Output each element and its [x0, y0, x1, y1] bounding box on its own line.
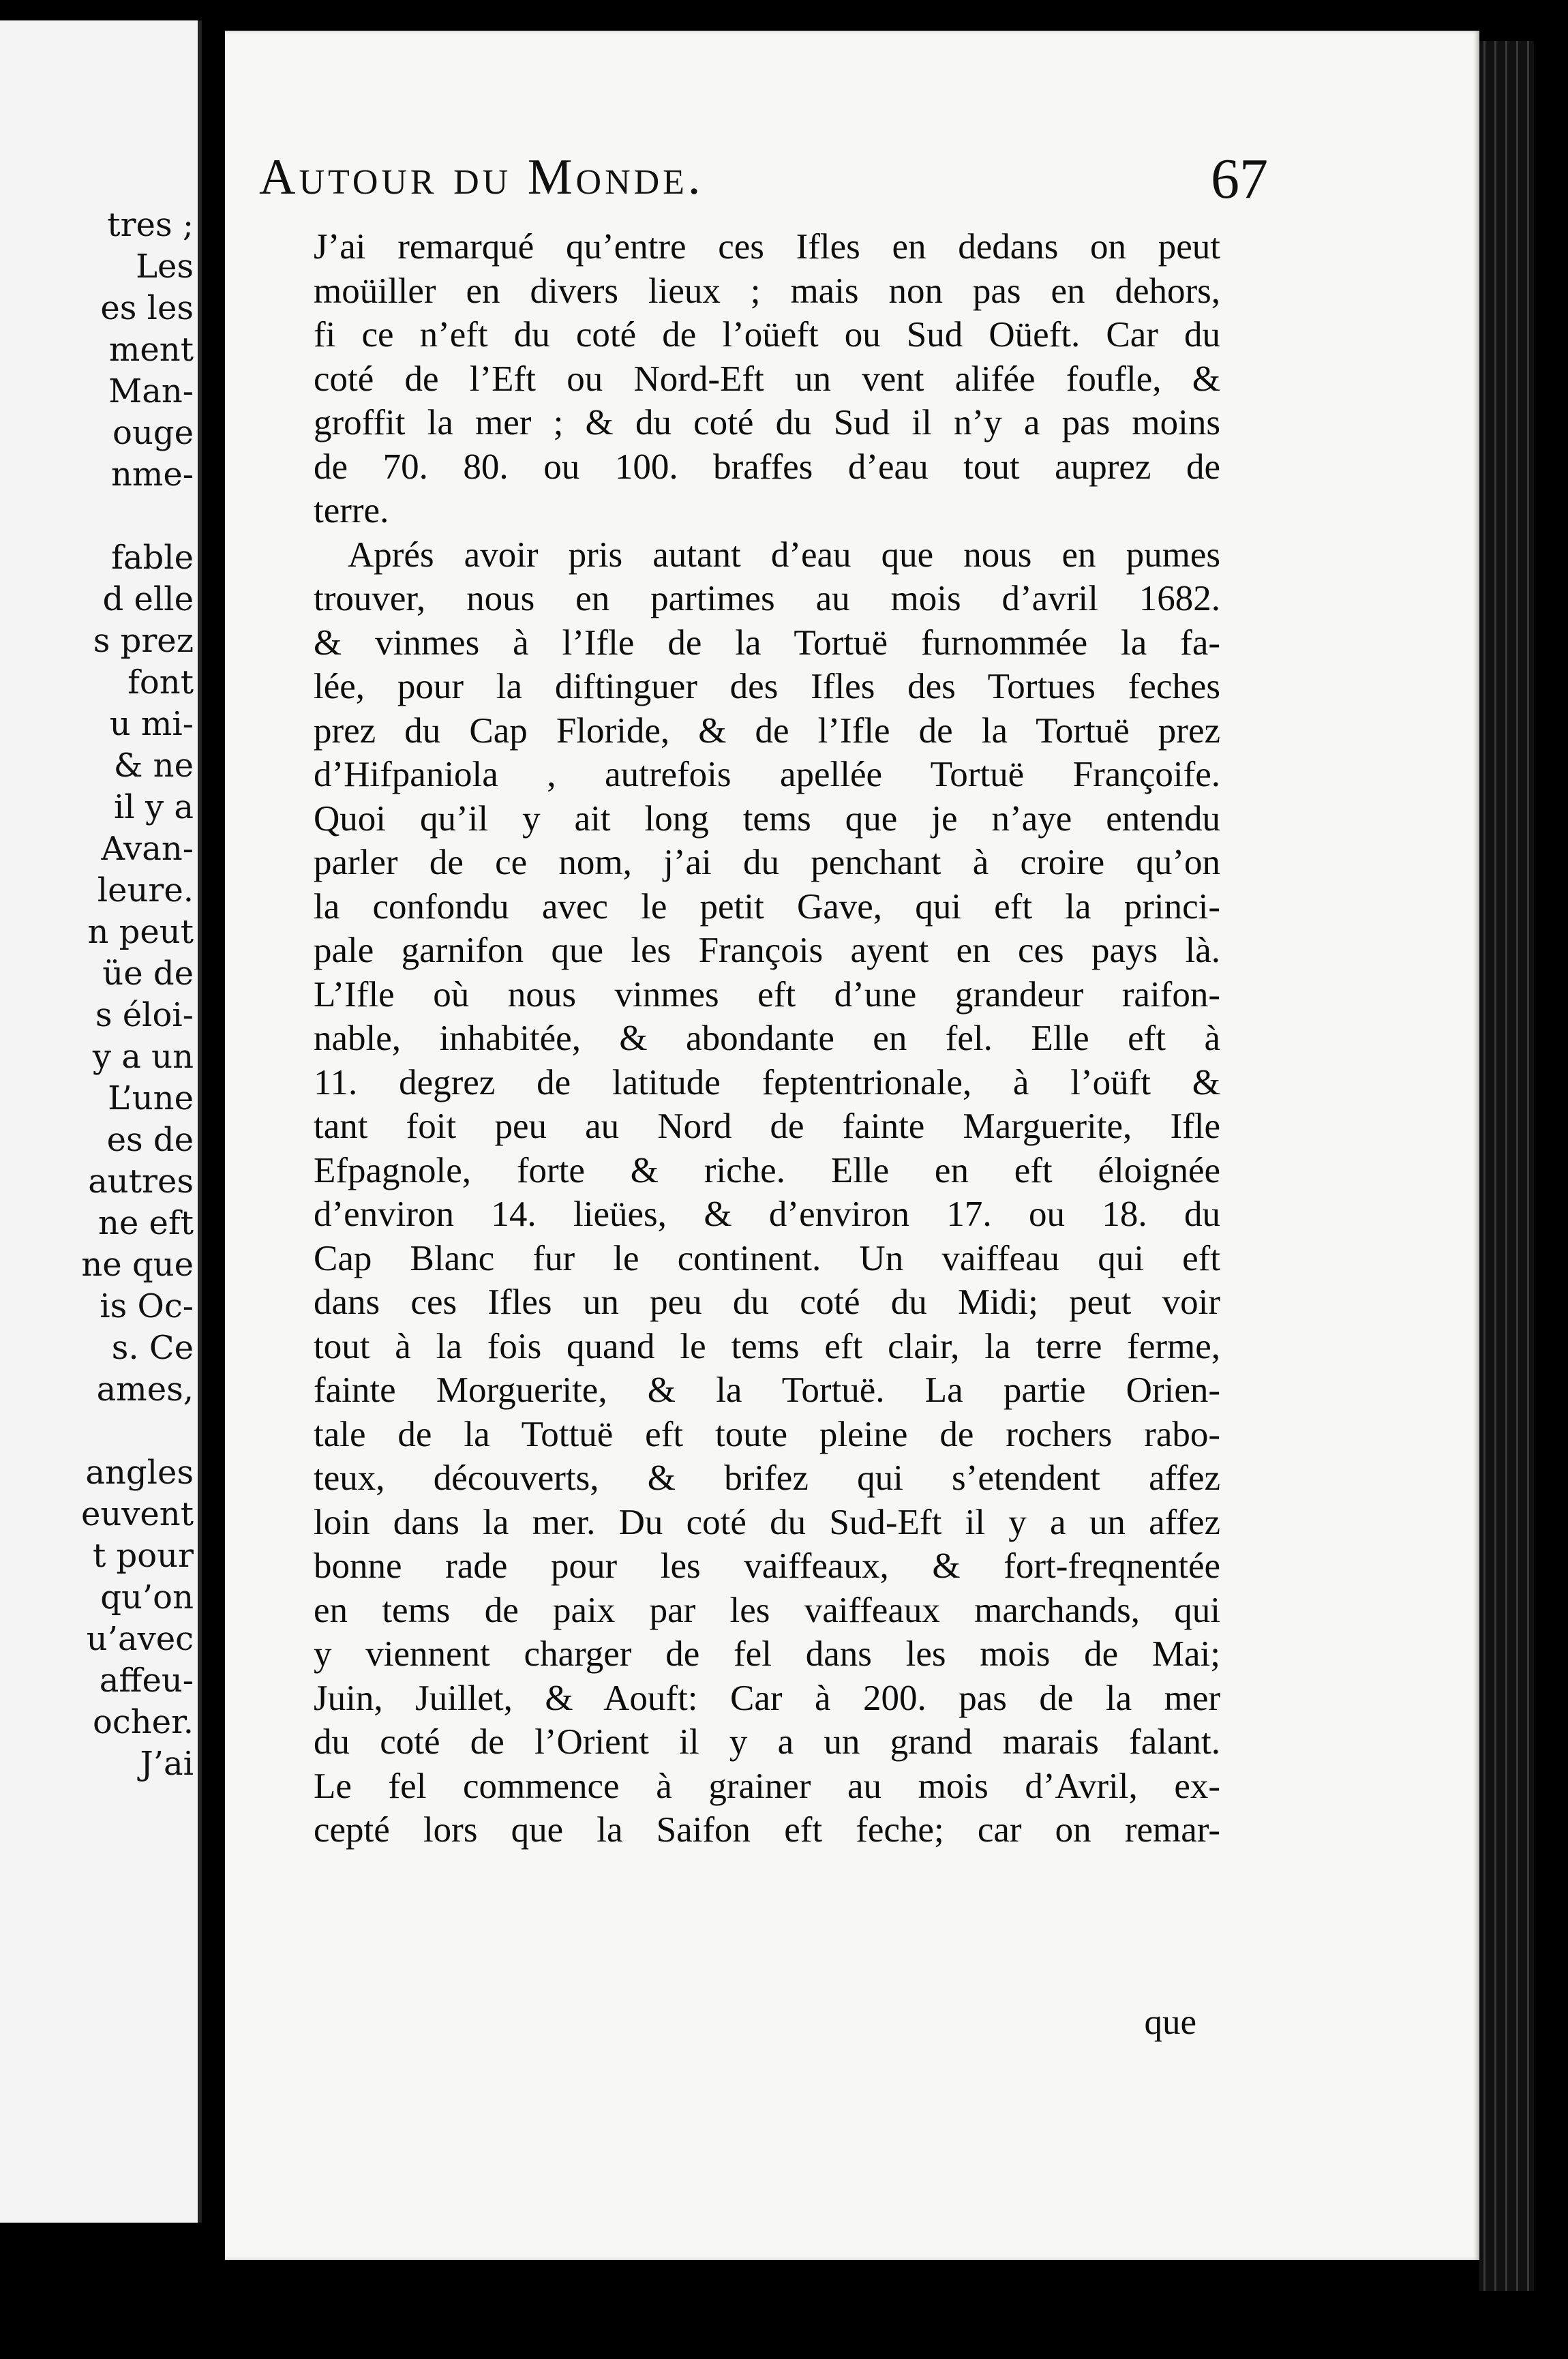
text-line: de 70. 80. ou 100. braffes d’eau tout auprez de: [314, 447, 1220, 487]
text-line: pale garnifon que les François ayent en ces pays là.: [314, 931, 1220, 970]
left-page-line: s prez: [93, 622, 194, 660]
left-page-line: d elle: [102, 580, 194, 618]
text-line: 11. degrez de latitude feptentrionale, à l’oüft &: [314, 1062, 1220, 1102]
text-line: d’Hifpaniola , autrefois apellée Tortuë Françoife.: [314, 755, 1220, 794]
text-line: terre.: [314, 491, 389, 530]
text-line: tale de la Tottuë eft toute pleine de rochers rabo-: [314, 1414, 1220, 1454]
left-page-line: affeu-: [99, 1662, 194, 1700]
left-page-line: euvent: [80, 1495, 194, 1533]
left-page-line: angles: [85, 1454, 194, 1492]
left-page-line: ne eft: [97, 1204, 194, 1242]
page-edges: [1479, 41, 1534, 2291]
left-page-line: & ne: [113, 747, 194, 785]
left-page-line: nme-: [110, 455, 194, 494]
text-line: fi ce n’eft du coté de l’oüeft ou Sud Oüeft. Car du: [314, 315, 1220, 355]
left-page-line: ocher.: [92, 1703, 194, 1741]
facing-page-left: [0, 20, 202, 2223]
text-line: Juin, Juillet, & Aouft: Car à 200. pas de la mer: [314, 1678, 1220, 1718]
catchword: que: [1144, 2002, 1196, 2042]
running-title: Autour du Monde.: [259, 149, 704, 205]
left-page-line: il y a: [114, 788, 194, 826]
left-page-line: y a un: [92, 1038, 194, 1076]
left-page-line: t pour: [92, 1537, 194, 1575]
left-page-line: autres: [88, 1162, 194, 1201]
left-page-line: J’ai: [140, 1745, 194, 1783]
text-line: prez du Cap Floride, & de l’Ifle de la Tortuë prez: [314, 710, 1220, 751]
text-line: parler de ce nom, j’ai du penchant à croire qu’on: [314, 843, 1220, 882]
text-line: coté de l’Eft ou Nord-Eft un vent alifée foufle, &: [314, 359, 1220, 399]
text-line: en tems de paix par les vaiffeaux marchands, qui: [314, 1590, 1220, 1630]
left-page-line: es de: [106, 1121, 194, 1159]
text-line: & vinmes à l’Ifle de la Tortuë furnommée la fa-: [314, 622, 1220, 663]
left-page-line: es les: [100, 289, 194, 327]
left-page-line: fable: [111, 539, 194, 577]
text-line: la confondu avec le petit Gave, qui eft la princi-: [314, 886, 1220, 927]
text-line: nable, inhabitée, & abondante en fel. Elle eft à: [314, 1019, 1220, 1058]
text-line: Le fel commence à grainer au mois d’Avril, ex-: [314, 1766, 1220, 1806]
left-page-line: ames,: [96, 1370, 194, 1409]
left-page-line: u’avec: [86, 1620, 194, 1658]
text-line: loin dans la mer. Du coté du Sud-Eft il y a un affez: [314, 1502, 1220, 1542]
text-line: J’ai remarqué qu’entre ces Ifles en dedans on peut: [314, 227, 1220, 267]
left-page-line: s éloi-: [95, 996, 194, 1034]
body-text: [314, 225, 1220, 1852]
text-line: tant foit peu au Nord de fainte Marguerite, Ifle: [314, 1107, 1220, 1146]
left-page-line: L’une: [108, 1079, 194, 1117]
left-page-line: leure.: [97, 871, 194, 910]
text-line: Aprés avoir pris autant d’eau que nous en pumes: [348, 535, 1220, 575]
left-page-line: n peut: [87, 913, 194, 951]
page-number: 67: [1211, 147, 1268, 211]
text-line: Quoi qu’il y ait long tems que je n’aye entendu: [314, 798, 1220, 839]
left-page-line: is Oc-: [100, 1287, 194, 1325]
text-line: d’environ 14. lieües, & d’environ 17. ou 18. du: [314, 1194, 1220, 1234]
text-line: fainte Morguerite, & la Tortuë. La partie Orien-: [314, 1370, 1220, 1410]
text-line: Efpagnole, forte & riche. Elle en eft éloignée: [314, 1150, 1220, 1190]
left-page-line: ouge: [112, 414, 194, 452]
left-page-line: tres ;: [107, 206, 194, 244]
left-page-line: ne que: [81, 1246, 194, 1284]
left-page-line: Avan-: [101, 830, 194, 868]
text-line: dans ces Ifles un peu du coté du Midi; peut voir: [314, 1282, 1220, 1322]
text-line: cepté lors que la Saifon eft feche; car on remar-: [314, 1810, 1220, 1850]
text-line: lée, pour la diftinguer des Ifles des Tortues feches: [314, 667, 1220, 706]
left-page-line: üe de: [102, 955, 194, 993]
text-line: trouver, nous en partimes au mois d’avril 1682.: [314, 579, 1220, 618]
text-line: bonne rade pour les vaiffeaux, & fort-freqnentée: [314, 1546, 1220, 1586]
left-page-line: qu’on: [100, 1578, 194, 1617]
left-page-line: Man-: [108, 372, 194, 410]
text-line: L’Ifle où nous vinmes eft d’une grandeur raifon-: [314, 974, 1220, 1015]
left-page-line: Les: [136, 247, 194, 286]
left-page-line: font: [127, 663, 194, 702]
text-line: tout à la fois quand le tems eft clair, la terre ferme,: [314, 1326, 1220, 1366]
text-line: Cap Blanc fur le continent. Un vaiffeau qui eft: [314, 1238, 1220, 1278]
running-header: [259, 147, 1268, 217]
left-page-line: u mi-: [109, 705, 194, 743]
text-line: moüiller en divers lieux ; mais non pas en dehors,: [314, 271, 1220, 311]
text-line: y viennent charger de fel dans les mois de Mai;: [314, 1634, 1220, 1674]
text-line: groffit la mer ; & du coté du Sud il n’y a pas moins: [314, 403, 1220, 442]
text-line: teux, découverts, & brifez qui s’etendent affez: [314, 1458, 1220, 1498]
left-page-line: ment: [108, 331, 194, 369]
left-page-line: s. Ce: [111, 1329, 194, 1367]
text-line: du coté de l’Orient il y a un grand marais falant.: [314, 1722, 1220, 1762]
